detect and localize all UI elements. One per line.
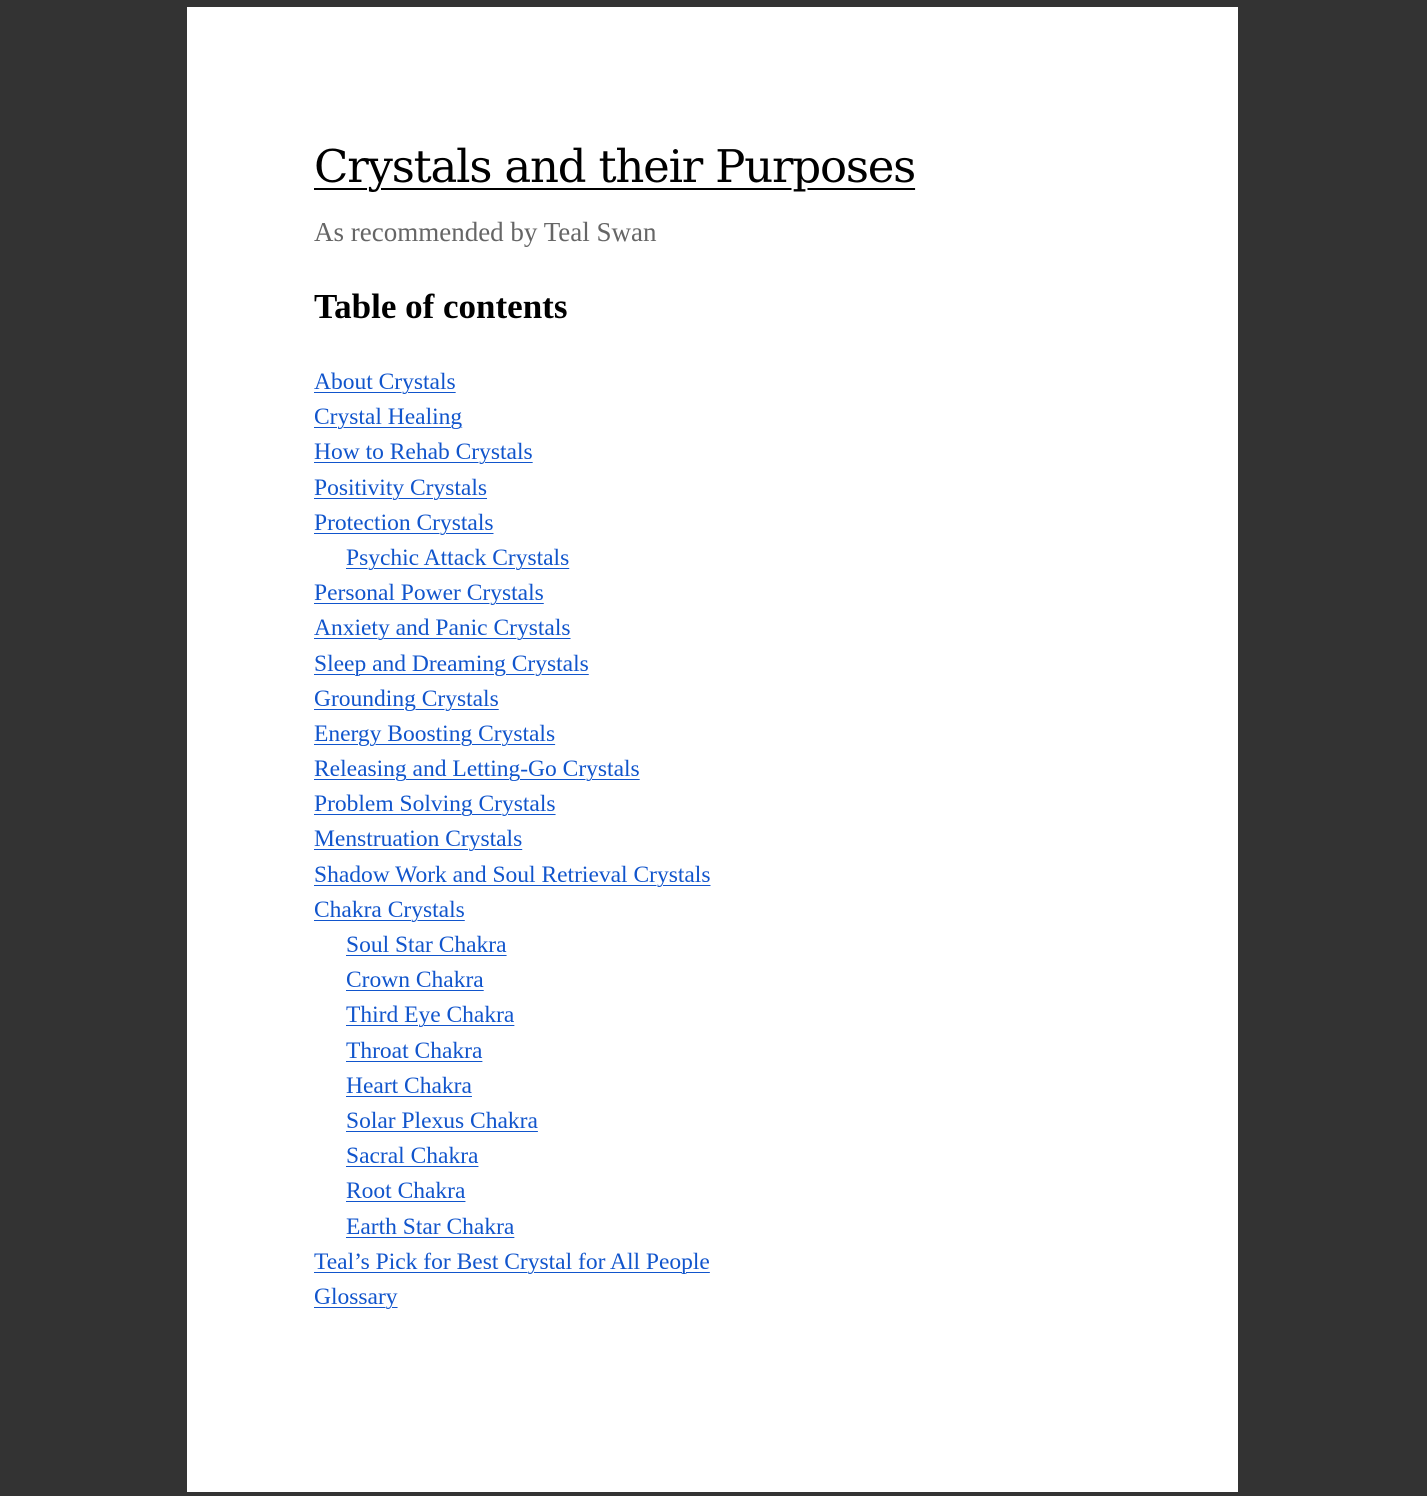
toc-link[interactable]: Problem Solving Crystals <box>314 791 556 818</box>
toc-link[interactable]: Throat Chakra <box>346 1037 483 1064</box>
toc-item <box>314 541 1158 576</box>
toc-link[interactable]: Root Chakra <box>346 1178 466 1205</box>
toc-link[interactable]: Sleep and Dreaming Crystals <box>314 650 589 677</box>
toc-link[interactable]: How to Rehab Crystals <box>314 439 533 466</box>
toc-link[interactable]: Third Eye Chakra <box>346 1002 515 1029</box>
toc-item <box>314 647 1158 682</box>
toc-item <box>314 787 1158 822</box>
toc-item <box>314 1280 1158 1315</box>
toc-link[interactable]: Positivity Crystals <box>314 474 488 501</box>
toc-link[interactable]: Personal Power Crystals <box>314 580 544 607</box>
toc-item <box>314 1034 1158 1069</box>
document-page <box>187 7 1238 1492</box>
document-subtitle: As recommended by Teal Swan <box>314 217 657 247</box>
toc-link[interactable]: Crown Chakra <box>346 967 484 994</box>
page-content <box>314 137 1158 1315</box>
table-of-contents <box>314 365 1158 1315</box>
toc-item <box>314 963 1158 998</box>
toc-item <box>314 1104 1158 1139</box>
toc-item <box>314 506 1158 541</box>
toc-item <box>314 717 1158 752</box>
toc-link[interactable]: Heart Chakra <box>346 1072 472 1099</box>
toc-link[interactable]: Earth Star Chakra <box>346 1213 515 1240</box>
toc-link[interactable]: Teal’s Pick for Best Crystal for All People <box>314 1248 710 1275</box>
toc-item <box>314 611 1158 646</box>
toc-item <box>314 822 1158 857</box>
toc-item <box>314 576 1158 611</box>
toc-item <box>314 365 1158 400</box>
toc-link[interactable]: Anxiety and Panic Crystals <box>314 615 571 642</box>
toc-link[interactable]: About Crystals <box>314 369 456 395</box>
toc-item <box>314 471 1158 506</box>
toc-item <box>314 1210 1158 1245</box>
toc-link[interactable]: Grounding Crystals <box>314 685 499 712</box>
toc-link[interactable]: Sacral Chakra <box>346 1143 479 1170</box>
toc-item <box>314 928 1158 963</box>
toc-link[interactable]: Shadow Work and Soul Retrieval Crystals <box>314 861 711 888</box>
toc-item <box>314 1174 1158 1209</box>
toc-item <box>314 893 1158 928</box>
toc-heading: Table of contents <box>314 287 568 326</box>
toc-item <box>314 400 1158 435</box>
toc-link[interactable]: Crystal Healing <box>314 404 463 431</box>
toc-link[interactable]: Soul Star Chakra <box>346 932 507 958</box>
toc-link[interactable]: Menstruation Crystals <box>314 826 523 853</box>
toc-link[interactable]: Protection Crystals <box>314 509 494 536</box>
toc-link[interactable]: Solar Plexus Chakra <box>346 1107 538 1134</box>
toc-item <box>314 435 1158 470</box>
toc-link[interactable]: Psychic Attack Crystals <box>346 544 570 571</box>
toc-item <box>314 858 1158 893</box>
toc-link[interactable]: Releasing and Letting-Go Crystals <box>314 756 640 783</box>
toc-item <box>314 998 1158 1033</box>
toc-item <box>314 682 1158 717</box>
toc-item <box>314 1245 1158 1280</box>
toc-item <box>314 1139 1158 1174</box>
toc-link[interactable]: Chakra Crystals <box>314 896 465 923</box>
toc-item <box>314 1069 1158 1104</box>
toc-link[interactable]: Energy Boosting Crystals <box>314 720 556 747</box>
toc-link[interactable]: Glossary <box>314 1283 398 1310</box>
toc-item <box>314 752 1158 787</box>
document-title: Crystals and their Purposes <box>314 140 916 193</box>
